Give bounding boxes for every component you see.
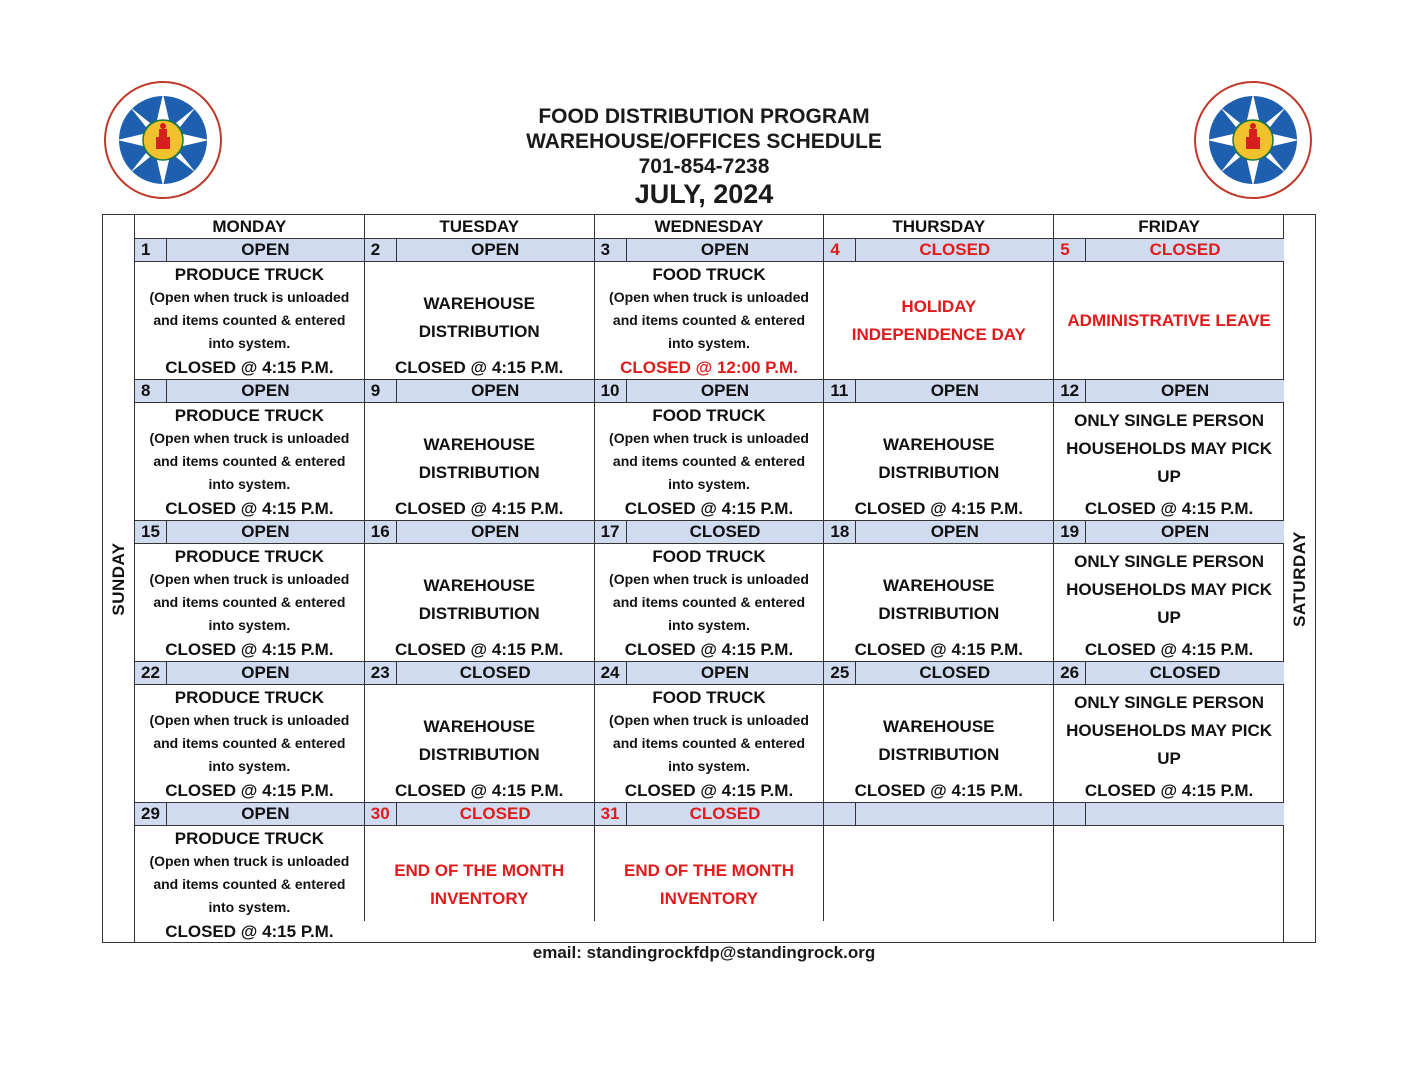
day-status: OPEN xyxy=(241,522,290,541)
day-content xyxy=(1054,544,1284,661)
day-content xyxy=(595,262,824,379)
day-content xyxy=(595,544,824,661)
closing-time: CLOSED @ 4:15 P.M. xyxy=(395,358,564,377)
truck-note-line: and items counted & entered xyxy=(153,594,346,610)
truck-note-line: into system. xyxy=(668,476,750,492)
day-status: OPEN xyxy=(700,381,750,400)
day-status: CLOSED xyxy=(689,804,761,823)
day-status-bar xyxy=(1054,661,1284,685)
day-status-bar xyxy=(365,520,594,544)
day-number: 31 xyxy=(595,803,627,825)
day-status-bar xyxy=(135,520,364,544)
day-cell xyxy=(135,238,365,379)
day-status-bar xyxy=(135,661,364,685)
day-cell xyxy=(1054,379,1284,520)
day-content xyxy=(824,826,1053,943)
truck-note-line: and items counted & entered xyxy=(612,594,806,610)
day-content xyxy=(824,685,1053,802)
note-line: UP xyxy=(1157,467,1181,486)
day-content xyxy=(1054,826,1284,943)
day-cell xyxy=(595,379,825,520)
distribution-line: DISTRIBUTION xyxy=(878,462,1000,482)
day-status-bar xyxy=(824,238,1053,262)
contact-email: email: standingrockfdp@standingrock.org xyxy=(532,943,876,962)
note-line: HOUSEHOLDS MAY PICK xyxy=(1066,580,1273,599)
day-status-bar xyxy=(595,379,824,403)
closing-time: CLOSED @ 4:15 P.M. xyxy=(624,640,794,659)
saturday-column xyxy=(1283,215,1315,942)
document-title xyxy=(404,104,1004,209)
day-number xyxy=(1054,803,1086,825)
day-status: CLOSED xyxy=(1149,663,1221,682)
day-number: 16 xyxy=(365,521,397,543)
day-content xyxy=(595,826,824,943)
day-content xyxy=(1054,685,1284,802)
day-content xyxy=(1054,403,1284,520)
day-number: 4 xyxy=(824,239,856,261)
truck-note-line: into system. xyxy=(208,758,291,774)
calendar-table xyxy=(102,214,1316,943)
distribution-line: WAREHOUSE xyxy=(423,716,535,736)
day-number: 1 xyxy=(135,239,167,261)
closing-time: CLOSED @ 4:15 P.M. xyxy=(854,781,1023,800)
day-number xyxy=(824,803,856,825)
distribution-line: WAREHOUSE xyxy=(423,293,535,313)
day-cell xyxy=(135,520,365,661)
phone-number: 701-854-7238 xyxy=(638,155,770,178)
day-status: OPEN xyxy=(930,381,979,400)
day-number: 30 xyxy=(365,803,397,825)
day-cell xyxy=(595,802,825,921)
truck-title: FOOD TRUCK xyxy=(652,688,766,707)
truck-note-line: into system. xyxy=(208,899,291,915)
distribution-label xyxy=(365,290,594,346)
day-cell xyxy=(824,379,1054,520)
distribution-line: WAREHOUSE xyxy=(883,716,995,736)
day-content xyxy=(365,544,594,661)
day-header-tuesday: TUESDAY xyxy=(365,215,595,239)
day-status-bar xyxy=(824,802,1053,826)
day-cell xyxy=(595,238,825,379)
day-status: OPEN xyxy=(700,240,750,259)
day-status: CLOSED xyxy=(459,663,531,682)
closing-time: CLOSED @ 4:15 P.M. xyxy=(1084,640,1254,659)
day-status: OPEN xyxy=(241,240,290,259)
month-title: JULY, 2024 xyxy=(634,179,774,209)
day-content xyxy=(365,685,594,802)
day-number: 10 xyxy=(595,380,627,402)
distribution-line: WAREHOUSE xyxy=(423,434,535,454)
day-status xyxy=(1086,803,1284,825)
weekday-grid xyxy=(135,215,1284,942)
sunday-label: SUNDAY xyxy=(108,541,128,616)
day-header-friday: FRIDAY xyxy=(1054,215,1284,239)
day-cell xyxy=(135,379,365,520)
day-status: OPEN xyxy=(930,522,979,541)
day-cell xyxy=(824,520,1054,661)
day-number: 5 xyxy=(1054,239,1086,261)
single-household-note xyxy=(1054,548,1284,632)
day-status-bar xyxy=(365,238,594,262)
closure-note xyxy=(365,857,594,913)
truck-note-line: and items counted & entered xyxy=(153,312,346,328)
distribution-line: DISTRIBUTION xyxy=(878,603,1000,623)
day-number: 23 xyxy=(365,662,397,684)
day-number: 29 xyxy=(135,803,167,825)
day-status-bar xyxy=(595,520,824,544)
day-number: 2 xyxy=(365,239,397,261)
day-status: OPEN xyxy=(1160,381,1210,400)
day-cell xyxy=(135,661,365,802)
truck-note-line: and items counted & entered xyxy=(153,876,346,892)
day-cell xyxy=(1054,661,1284,802)
day-number: 3 xyxy=(595,239,627,261)
day-status: OPEN xyxy=(471,522,520,541)
day-cell xyxy=(135,802,365,941)
closure-note xyxy=(824,293,1053,349)
sunday-column xyxy=(103,215,135,942)
tribal-seal-logo-left xyxy=(103,80,223,200)
distribution-line: WAREHOUSE xyxy=(883,575,995,595)
day-header-thursday: THURSDAY xyxy=(824,215,1054,239)
day-number: 19 xyxy=(1054,521,1086,543)
day-status: CLOSED xyxy=(919,663,991,682)
truck-title: PRODUCE TRUCK xyxy=(174,406,325,425)
closure-line: HOLIDAY xyxy=(901,296,977,316)
truck-note-line: (Open when truck is unloaded xyxy=(149,571,350,587)
truck-note-line: (Open when truck is unloaded xyxy=(149,289,350,305)
day-content xyxy=(365,262,594,379)
day-status: OPEN xyxy=(1160,522,1210,541)
day-number: 12 xyxy=(1054,380,1086,402)
distribution-label xyxy=(824,572,1053,628)
truck-title: PRODUCE TRUCK xyxy=(174,547,325,566)
day-cell xyxy=(824,661,1054,802)
single-household-note xyxy=(1054,689,1284,773)
day-status: OPEN xyxy=(471,240,520,259)
truck-note-line: (Open when truck is unloaded xyxy=(609,712,809,728)
truck-note-line: (Open when truck is unloaded xyxy=(609,430,809,446)
closing-time: CLOSED @ 4:15 P.M. xyxy=(165,781,334,800)
closing-time: CLOSED @ 4:15 P.M. xyxy=(165,922,334,941)
day-content xyxy=(135,262,364,379)
closing-time: CLOSED @ 4:15 P.M. xyxy=(624,781,794,800)
note-line: UP xyxy=(1157,608,1181,627)
day-number: 26 xyxy=(1054,662,1086,684)
truck-title: FOOD TRUCK xyxy=(652,265,766,284)
day-header-wednesday: WEDNESDAY xyxy=(595,215,825,239)
note-line: ONLY SINGLE PERSON xyxy=(1074,693,1265,712)
distribution-line: DISTRIBUTION xyxy=(878,744,1000,764)
note-line: HOUSEHOLDS MAY PICK xyxy=(1066,721,1273,740)
distribution-label xyxy=(365,572,594,628)
truck-note-line: and items counted & entered xyxy=(612,312,806,328)
day-content xyxy=(135,685,364,802)
day-status-bar xyxy=(595,661,824,685)
truck-title: FOOD TRUCK xyxy=(652,406,766,425)
closing-time: CLOSED @ 4:15 P.M. xyxy=(395,499,564,518)
day-cell xyxy=(365,238,595,379)
saturday-label: SATURDAY xyxy=(1289,530,1309,627)
day-content xyxy=(365,403,594,520)
closure-line: END OF THE MONTH xyxy=(623,860,794,880)
note-line: UP xyxy=(1157,749,1181,768)
distribution-line: DISTRIBUTION xyxy=(418,321,540,341)
closure-line: INVENTORY xyxy=(430,888,529,908)
day-number: 11 xyxy=(824,380,856,402)
distribution-label xyxy=(365,713,594,769)
closing-time: CLOSED @ 4:15 P.M. xyxy=(165,499,334,518)
day-status-bar xyxy=(135,802,364,826)
day-status-bar xyxy=(1054,238,1284,262)
closure-line: END OF THE MONTH xyxy=(394,860,565,880)
day-status: CLOSED xyxy=(1149,240,1221,259)
truck-note-line: into system. xyxy=(668,617,750,633)
closure-line: INVENTORY xyxy=(659,888,759,908)
day-status: OPEN xyxy=(471,381,520,400)
truck-note-line: into system. xyxy=(208,617,291,633)
day-status-bar xyxy=(1054,802,1284,826)
day-header-monday: MONDAY xyxy=(135,215,365,239)
day-status-bar xyxy=(1054,520,1284,544)
closure-line: INDEPENDENCE DAY xyxy=(851,324,1026,344)
closing-time: CLOSED @ 4:15 P.M. xyxy=(1084,781,1254,800)
day-number: 17 xyxy=(595,521,627,543)
note-line: HOUSEHOLDS MAY PICK xyxy=(1066,439,1273,458)
day-cell xyxy=(1054,802,1284,921)
day-content xyxy=(595,403,824,520)
day-status: OPEN xyxy=(241,381,290,400)
closure-note xyxy=(595,857,824,913)
day-cell xyxy=(365,379,595,520)
closure-note xyxy=(1054,307,1284,335)
day-status-bar xyxy=(1054,379,1284,403)
day-cell xyxy=(824,238,1054,379)
truck-title: FOOD TRUCK xyxy=(652,547,766,566)
day-cell xyxy=(1054,520,1284,661)
day-number: 15 xyxy=(135,521,167,543)
day-status-bar xyxy=(135,238,364,262)
truck-note-line: into system. xyxy=(208,476,291,492)
truck-note-line: (Open when truck is unloaded xyxy=(149,712,350,728)
truck-note-line: into system. xyxy=(668,758,750,774)
single-household-note xyxy=(1054,407,1284,491)
day-status-bar xyxy=(365,661,594,685)
day-number: 9 xyxy=(365,380,397,402)
closing-time: CLOSED @ 4:15 P.M. xyxy=(165,358,334,377)
day-number: 25 xyxy=(824,662,856,684)
day-status: CLOSED xyxy=(689,522,761,541)
closing-time: CLOSED @ 4:15 P.M. xyxy=(395,640,564,659)
day-content xyxy=(595,685,824,802)
day-content xyxy=(824,544,1053,661)
day-status-bar xyxy=(595,802,824,826)
distribution-line: WAREHOUSE xyxy=(883,434,995,454)
tribal-seal-logo-right xyxy=(1193,80,1313,200)
note-line: ONLY SINGLE PERSON xyxy=(1074,552,1265,571)
day-cell xyxy=(595,520,825,661)
truck-note-line: and items counted & entered xyxy=(153,735,346,751)
distribution-label xyxy=(365,431,594,487)
distribution-label xyxy=(824,431,1053,487)
closing-time: CLOSED @ 4:15 P.M. xyxy=(165,640,334,659)
closing-time: CLOSED @ 4:15 P.M. xyxy=(854,640,1023,659)
truck-note-line: (Open when truck is unloaded xyxy=(149,853,350,869)
closing-time: CLOSED @ 4:15 P.M. xyxy=(395,781,564,800)
truck-title: PRODUCE TRUCK xyxy=(174,265,325,284)
day-status-bar xyxy=(365,802,594,826)
day-status-bar xyxy=(135,379,364,403)
day-status-bar xyxy=(595,238,824,262)
truck-note-line: into system. xyxy=(208,335,291,351)
day-status xyxy=(856,803,1053,825)
closing-time: CLOSED @ 12:00 P.M. xyxy=(620,358,798,377)
distribution-line: WAREHOUSE xyxy=(423,575,535,595)
day-status-bar xyxy=(824,379,1053,403)
day-status: CLOSED xyxy=(919,240,991,259)
day-content xyxy=(824,403,1053,520)
day-cell xyxy=(365,520,595,661)
day-number: 18 xyxy=(824,521,856,543)
distribution-line: DISTRIBUTION xyxy=(418,603,540,623)
program-title: FOOD DISTRIBUTION PROGRAM xyxy=(538,105,870,128)
closing-time: CLOSED @ 4:15 P.M. xyxy=(1084,499,1254,518)
day-status: CLOSED xyxy=(459,804,531,823)
truck-title: PRODUCE TRUCK xyxy=(174,688,325,707)
day-number: 22 xyxy=(135,662,167,684)
day-cell xyxy=(365,661,595,802)
truck-note-line: and items counted & entered xyxy=(612,735,806,751)
truck-note-line: (Open when truck is unloaded xyxy=(149,430,350,446)
day-status-bar xyxy=(824,661,1053,685)
day-cell xyxy=(365,802,595,921)
truck-note-line: (Open when truck is unloaded xyxy=(609,571,809,587)
day-content xyxy=(135,826,364,943)
truck-note-line: and items counted & entered xyxy=(153,453,346,469)
distribution-line: DISTRIBUTION xyxy=(418,462,540,482)
day-status-bar xyxy=(365,379,594,403)
note-line: ONLY SINGLE PERSON xyxy=(1074,411,1265,430)
truck-note-line: (Open when truck is unloaded xyxy=(609,289,809,305)
day-status: OPEN xyxy=(700,663,750,682)
day-number: 24 xyxy=(595,662,627,684)
day-content xyxy=(135,544,364,661)
day-status-bar xyxy=(824,520,1053,544)
day-cell xyxy=(1054,238,1284,379)
closing-time: CLOSED @ 4:15 P.M. xyxy=(854,499,1023,518)
truck-note-line: and items counted & entered xyxy=(612,453,806,469)
day-content xyxy=(1054,262,1284,379)
closure-line: ADMINISTRATIVE LEAVE xyxy=(1067,310,1271,330)
day-cell xyxy=(595,661,825,802)
distribution-line: DISTRIBUTION xyxy=(418,744,540,764)
day-status: OPEN xyxy=(241,663,290,682)
day-number: 8 xyxy=(135,380,167,402)
day-content xyxy=(365,826,594,943)
day-content xyxy=(824,262,1053,379)
day-status: OPEN xyxy=(241,804,290,823)
schedule-title: WAREHOUSE/OFFICES SCHEDULE xyxy=(526,130,882,153)
truck-note-line: into system. xyxy=(668,335,750,351)
closing-time: CLOSED @ 4:15 P.M. xyxy=(624,499,794,518)
truck-title: PRODUCE TRUCK xyxy=(174,829,325,848)
distribution-label xyxy=(824,713,1053,769)
day-cell xyxy=(824,802,1054,921)
day-content xyxy=(135,403,364,520)
